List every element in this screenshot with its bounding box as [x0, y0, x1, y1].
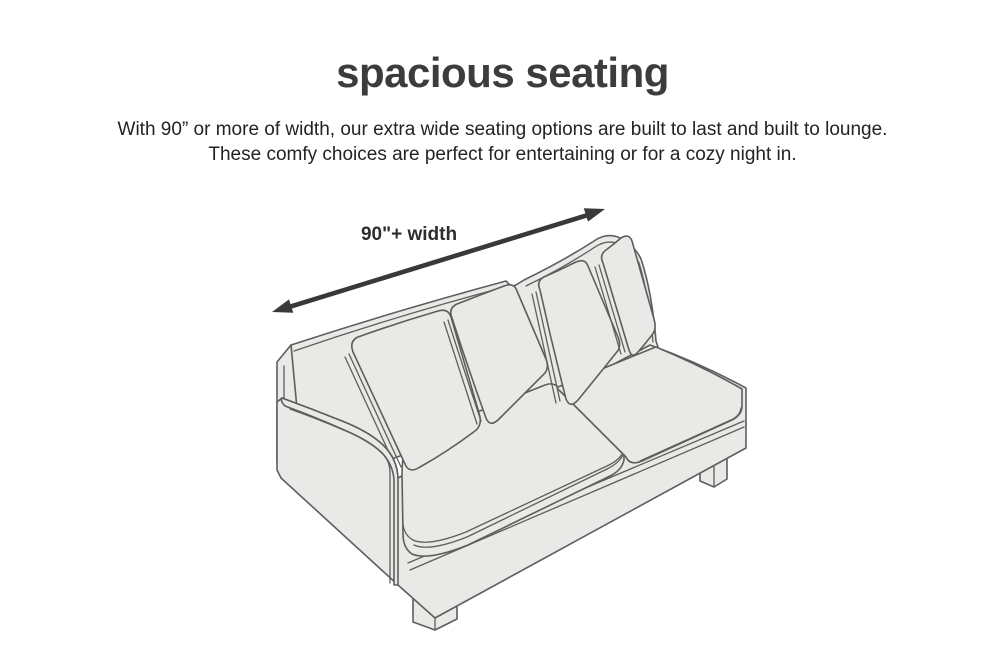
page-title: spacious seating [336, 49, 669, 96]
arrow-head-left-icon [272, 299, 293, 312]
description-line-2: These comfy choices are perfect for entertaining or for a cozy night in. [208, 144, 797, 165]
description-line-1: With 90” or more of width, our extra wide seating options are built to last and built to lounge. [117, 119, 888, 140]
arrow-label: 90"+ width [360, 224, 458, 245]
sofa-drawing [277, 236, 746, 630]
arrow-head-right-icon [584, 208, 605, 221]
